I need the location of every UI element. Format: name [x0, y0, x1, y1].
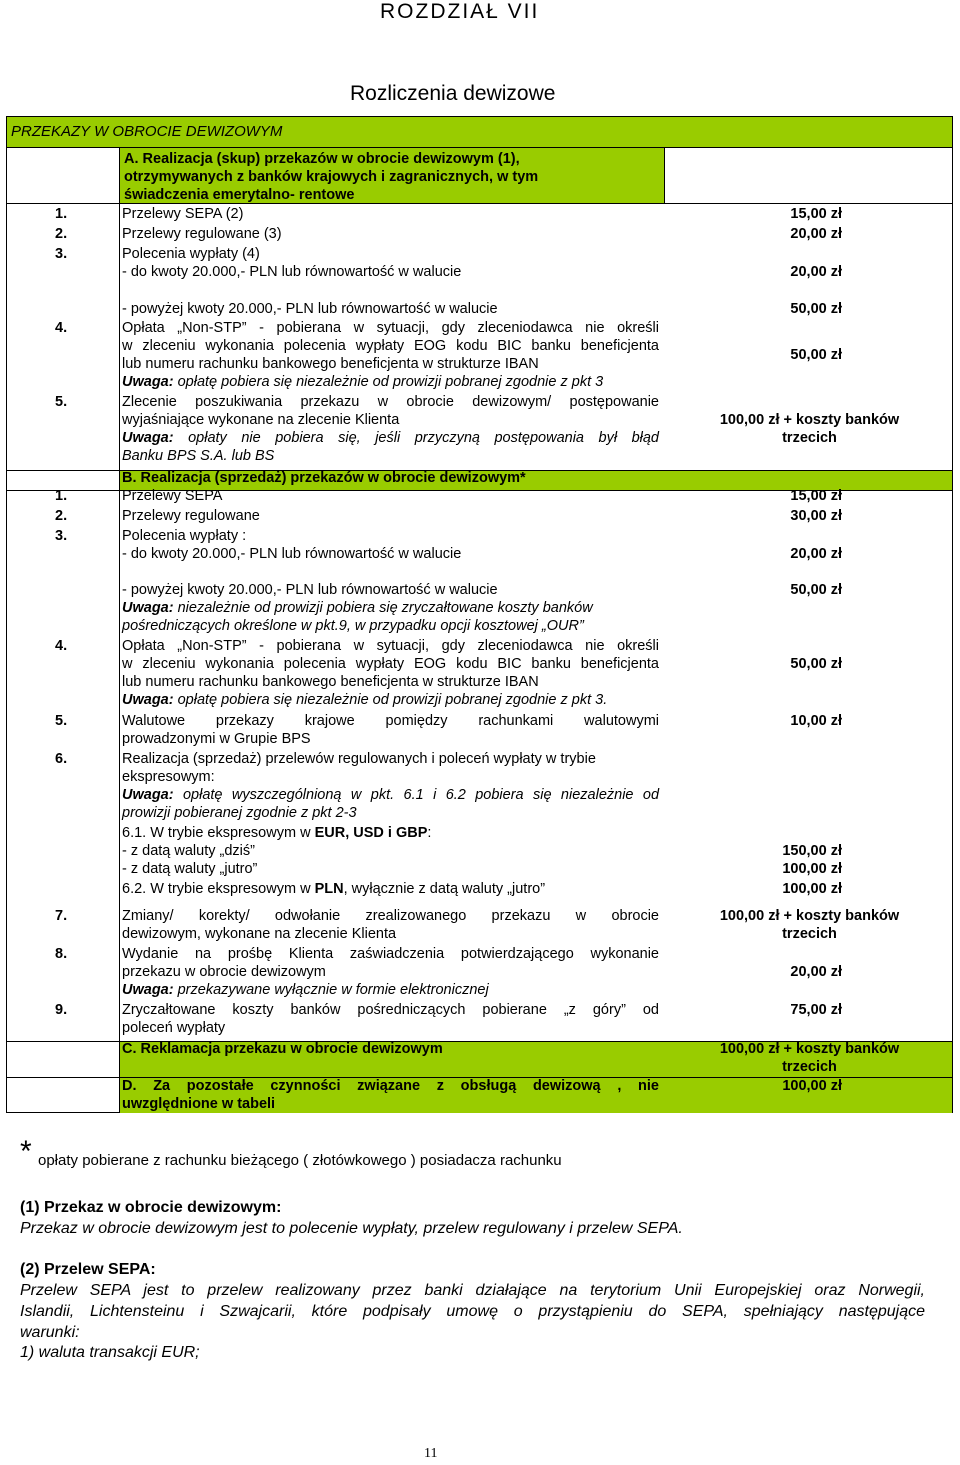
item-number: 4. — [55, 638, 68, 654]
item-note — [122, 599, 593, 617]
section-d-title: uwzględnione w tabeli — [122, 1096, 276, 1112]
item-text: przekazu w obrocie dewizowym — [122, 964, 326, 980]
footnote-1-heading: (1) Przekaz w obrocie dewizowym: — [20, 1199, 282, 1216]
column-divider — [119, 147, 120, 1113]
item-text: Opłata „Non-STP” - pobierana w sytuacji, gdy zleceniodawca nie określi — [122, 638, 659, 654]
footnote-2-item: 1) waluta transakcji EUR; — [20, 1344, 200, 1361]
subheading-text: : — [427, 825, 432, 841]
item-text: Walutowe przekazy krajowe pomiędzy rachunkami walutowymi — [122, 713, 659, 729]
item-subtext: - powyżej kwoty 20.000,- PLN lub równowartość w walucie — [122, 582, 498, 598]
item-fee: 10,00 zł — [790, 713, 842, 729]
item-text: dewizowym, wykonane na zlecenie Klienta — [122, 926, 397, 942]
footnote-2-text: warunki: — [20, 1324, 80, 1341]
item-fee: 100,00 zł — [782, 861, 842, 877]
note-text: niezależnie od prowizji pobiera się zryczałtowane koszty banków — [177, 600, 593, 616]
item-number: 2. — [55, 508, 68, 524]
section-a-title: A. Realizacja (skup) przekazów w obrocie dewizowym (1), — [124, 151, 520, 167]
item-text: Opłata „Non-STP” - pobierana w sytuacji, gdy zleceniodawca nie określi — [122, 320, 659, 336]
row-divider — [7, 147, 952, 148]
asterisk-mark: * — [20, 1135, 32, 1168]
item-note — [122, 981, 489, 999]
item-fee: trzecich — [782, 430, 837, 446]
item-fee: 20,00 zł — [790, 264, 842, 280]
note-label: Uwaga: — [122, 374, 174, 390]
item-text: Zlecenie poszukiwania przekazu w obrocie dewizowym/ postępowanie — [122, 394, 659, 410]
item-fee: 20,00 zł — [790, 226, 842, 242]
item-number: 3. — [55, 528, 68, 544]
item-number: 5. — [55, 713, 68, 729]
item-fee: trzecich — [782, 1059, 837, 1075]
item-fee: 150,00 zł — [782, 843, 842, 859]
item-subheading — [122, 880, 545, 898]
note-text: opłatę pobiera się niezależnie od prowizji pobranej zgodnie z pkt 3 — [177, 374, 604, 390]
note-label: Uwaga: — [122, 430, 174, 446]
item-fee: 100,00 zł — [782, 881, 842, 897]
item-number: 1. — [55, 206, 68, 222]
item-fee: 20,00 zł — [790, 546, 842, 562]
item-number: 5. — [55, 394, 68, 410]
item-fee: 30,00 zł — [790, 508, 842, 524]
footnote-1-text: Przekaz w obrocie dewizowym jest to polecenie wypłaty, przelew regulowany i przelew SEPA. — [20, 1220, 683, 1237]
item-text: ekspresowym: — [122, 769, 215, 785]
item-fee: 50,00 zł — [790, 347, 842, 363]
note-label: Uwaga: — [122, 692, 174, 708]
footnote-2-text: Islandii, Lichtensteinu i Szwajcarii, które podpisały umowę o przystąpieniu do SEPA, spełniający następujące — [20, 1303, 925, 1320]
subheading-text: , wyłącznie z datą waluty „jutro” — [343, 881, 546, 897]
section-a-title: świadczenia emerytalno- rentowe — [124, 187, 355, 203]
item-number: 7. — [55, 908, 68, 924]
item-text: Realizacja (sprzedaż) przelewów regulowanych i poleceń wypłaty w trybie — [122, 751, 596, 767]
subheading-text: 6.1. W trybie ekspresowym w — [122, 825, 315, 841]
note-text: opłatę pobiera się niezależnie od prowizji pobranej zgodnie z pkt 3. — [177, 692, 608, 708]
item-number: 9. — [55, 1002, 68, 1018]
section-label: PRZEKAZY W OBROCIE DEWIZOWYM — [11, 123, 283, 140]
item-text: Polecenia wypłaty (4) — [122, 246, 260, 262]
item-fee: 75,00 zł — [790, 1002, 842, 1018]
item-note — [122, 691, 607, 709]
item-text: Przelewy SEPA — [122, 488, 223, 504]
item-fee: 50,00 zł — [790, 301, 842, 317]
item-subtext: - z datą waluty „jutro” — [122, 861, 258, 877]
currencies: EUR, USD i GBP — [314, 825, 428, 841]
item-text: Zryczałtowane koszty banków pośredniczących pobierane „z góry” od — [122, 1002, 659, 1018]
item-subtext: - z datą waluty „dziś” — [122, 843, 255, 859]
footnote-2-heading: (2) Przelew SEPA: — [20, 1261, 156, 1278]
item-fee: 100,00 zł + koszty banków — [719, 412, 900, 428]
item-subtext: - do kwoty 20.000,- PLN lub równowartość w walucie — [122, 264, 462, 280]
item-text: Zmiany/ korekty/ odwołanie zrealizowanego przekazu w obrocie — [122, 908, 659, 924]
item-subtext: - do kwoty 20.000,- PLN lub równowartość w walucie — [122, 546, 462, 562]
item-note — [122, 429, 659, 447]
item-fee: trzecich — [782, 926, 837, 942]
item-note — [122, 786, 659, 804]
item-note: Banku BPS S.A. lub BS — [122, 448, 275, 464]
item-text: w zleceniu wykonania polecenia wypłaty EOG kodu BIC banku beneficjenta — [122, 338, 659, 354]
item-number: 1. — [55, 488, 68, 504]
item-fee: 20,00 zł — [790, 964, 842, 980]
item-text: lub numeru rachunku bankowego beneficjenta w strukturze IBAN — [122, 674, 539, 690]
section-c-title: C. Reklamacja przekazu w obrocie dewizowym — [122, 1041, 443, 1057]
item-fee: 100,00 zł — [782, 1078, 842, 1094]
item-fee: 100,00 zł + koszty banków — [719, 1041, 900, 1057]
item-note — [122, 373, 603, 391]
note-text: opłaty nie pobiera się, jeśli przyczyną postępowania był błąd — [188, 430, 659, 446]
item-text: w zleceniu wykonania polecenia wypłaty EOG kodu BIC banku beneficjenta — [122, 656, 659, 672]
item-fee: 50,00 zł — [790, 656, 842, 672]
chapter-heading: ROZDZIAŁ VII — [380, 0, 540, 23]
section-d-title: D. Za pozostałe czynności związane z obsługą dewizową , nie — [122, 1078, 659, 1094]
item-text: Wydanie na prośbę Klienta zaświadczenia potwierdzającego wykonanie — [122, 946, 659, 962]
item-text: Polecenia wypłaty : — [122, 528, 247, 544]
item-fee: 100,00 zł + koszty banków — [719, 908, 900, 924]
item-number: 2. — [55, 226, 68, 242]
note-label: Uwaga: — [122, 787, 174, 803]
item-text: Przelewy regulowane — [122, 508, 260, 524]
item-number: 3. — [55, 246, 68, 262]
item-note: pośredniczących określone w pkt.9, w przypadku opcji kosztowej „OUR” — [122, 618, 584, 634]
section-a-title: otrzymywanych z banków krajowych i zagranicznych, w tym — [124, 169, 539, 185]
item-number: 8. — [55, 946, 68, 962]
currency: PLN — [314, 881, 344, 897]
note-text: opłatę wyszczególnioną w pkt. 6.1 i 6.2 pobiera się niezależnie od — [182, 787, 660, 803]
item-number: 4. — [55, 320, 68, 336]
note-label: Uwaga: — [122, 982, 174, 998]
item-fee: 50,00 zł — [790, 582, 842, 598]
item-note: prowizji pobieranej zgodnie z pkt 2-3 — [122, 805, 357, 821]
column-divider — [664, 147, 665, 203]
item-number: 6. — [55, 751, 68, 767]
item-text: wyjaśniające wykonane na zlecenie Klienta — [122, 412, 400, 428]
item-text: Przelewy regulowane (3) — [122, 226, 282, 242]
item-text: lub numeru rachunku bankowego beneficjenta w strukturze IBAN — [122, 356, 539, 372]
page-title: Rozliczenia dewizowe — [350, 82, 556, 105]
item-subheading — [122, 824, 431, 842]
footnote-2-text: Przelew SEPA jest to przelew realizowany przez banki działające na terytorium Unii Europejskiej oraz Norwegii, — [20, 1282, 925, 1299]
item-fee: 15,00 zł — [790, 206, 842, 222]
section-b-title: B. Realizacja (sprzedaż) przekazów w obrocie dewizowym* — [122, 470, 526, 486]
item-text: Przelewy SEPA (2) — [122, 206, 244, 222]
item-text: prowadzonymi w Grupie BPS — [122, 731, 311, 747]
item-text: poleceń wypłaty — [122, 1020, 226, 1036]
item-subtext: - powyżej kwoty 20.000,- PLN lub równowartość w walucie — [122, 301, 498, 317]
note-text: przekazywane wyłącznie w formie elektronicznej — [177, 982, 489, 998]
page-number: 11 — [424, 1446, 438, 1461]
item-fee: 15,00 zł — [790, 488, 842, 504]
footnote-star: opłaty pobierane z rachunku bieżącego ( złotówkowego ) posiadacza rachunku — [38, 1152, 562, 1169]
note-label: Uwaga: — [122, 600, 174, 616]
subheading-text: 6.2. W trybie ekspresowym w — [122, 881, 315, 897]
